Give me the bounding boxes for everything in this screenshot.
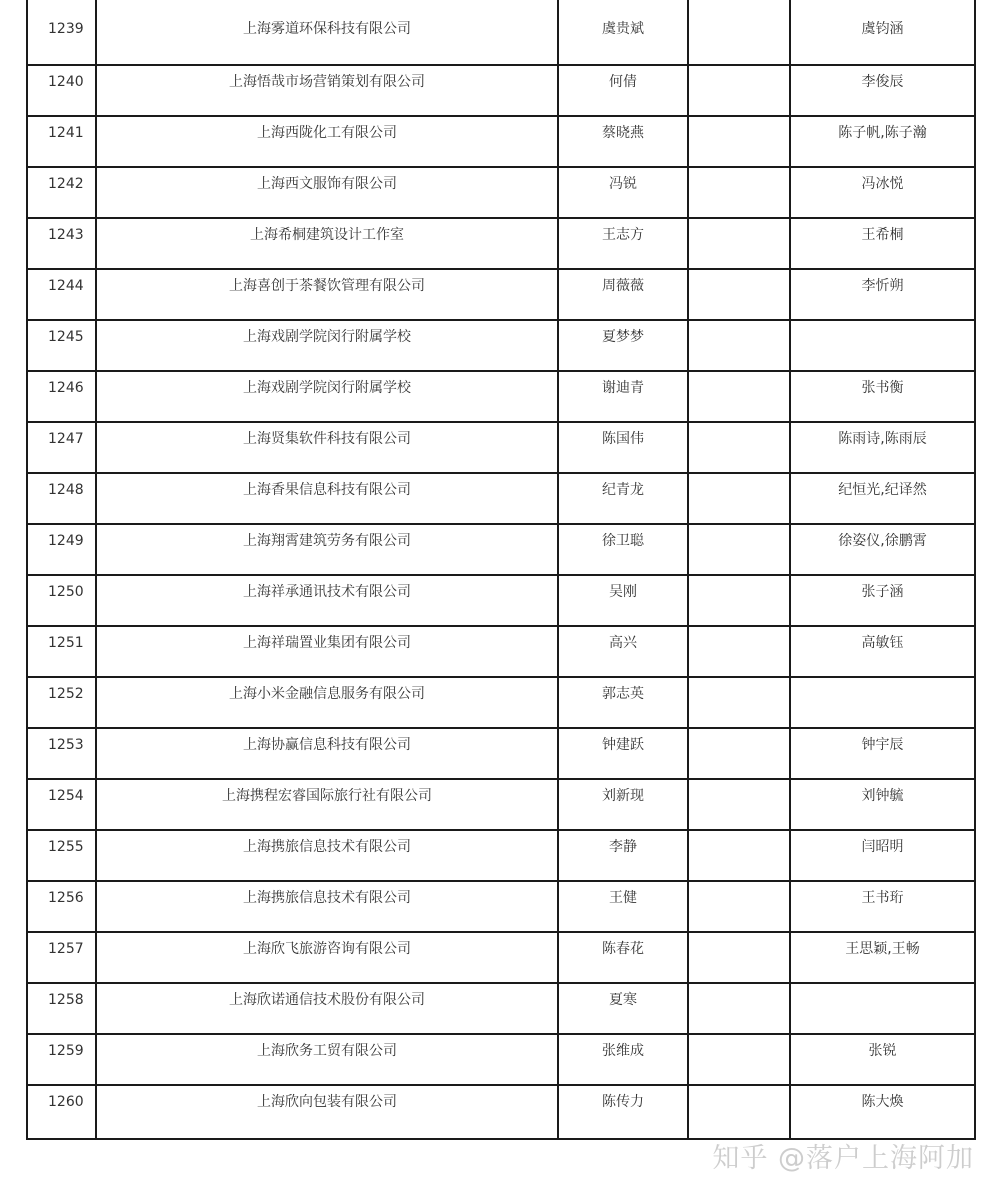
empty-value <box>689 984 789 990</box>
children-cell <box>790 0 975 65</box>
company-name: 上海祥瑞置业集团有限公司 <box>243 635 411 651</box>
roster-table-container <box>26 0 974 1140</box>
serial-number: 1247 <box>48 431 84 447</box>
serial-number-cell <box>27 473 96 524</box>
applicant-name: 冯锐 <box>609 176 637 192</box>
empty-value <box>689 729 789 735</box>
serial-number: 1254 <box>48 788 84 804</box>
company-name: 上海西文服饰有限公司 <box>257 176 397 192</box>
roster-table <box>26 0 976 1140</box>
table-row <box>27 1034 975 1085</box>
serial-number: 1250 <box>48 584 84 600</box>
serial-number: 1239 <box>48 21 84 37</box>
table-row <box>27 626 975 677</box>
company-name: 上海协赢信息科技有限公司 <box>243 737 411 753</box>
applicant-cell <box>558 983 688 1034</box>
company-cell <box>96 575 558 626</box>
children-names: 冯冰悦 <box>861 176 904 192</box>
table-row <box>27 1085 975 1139</box>
children-names: 张锐 <box>868 1043 897 1059</box>
empty-value <box>689 1086 789 1092</box>
table-row <box>27 167 975 218</box>
serial-number: 1241 <box>48 125 84 141</box>
serial-number-cell <box>27 881 96 932</box>
applicant-name: 徐卫聪 <box>602 533 644 549</box>
company-name: 上海西陇化工有限公司 <box>257 125 397 141</box>
table-row <box>27 473 975 524</box>
applicant-name: 纪青龙 <box>602 482 644 498</box>
empty-cell <box>688 0 790 65</box>
serial-number: 1240 <box>48 74 84 90</box>
empty-cell <box>688 983 790 1034</box>
serial-number-cell <box>27 1085 96 1139</box>
company-name: 上海翔霄建筑劳务有限公司 <box>243 533 411 549</box>
applicant-cell <box>558 65 688 116</box>
children-cell <box>790 932 975 983</box>
table-row <box>27 575 975 626</box>
applicant-name: 吴刚 <box>609 584 637 600</box>
serial-number: 1260 <box>48 1094 84 1110</box>
empty-value <box>689 66 789 72</box>
applicant-name: 陈传力 <box>602 1094 644 1110</box>
serial-number: 1245 <box>48 329 84 345</box>
applicant-cell <box>558 218 688 269</box>
applicant-cell <box>558 932 688 983</box>
empty-value <box>689 423 789 429</box>
applicant-name: 钟建跃 <box>602 737 644 753</box>
empty-value <box>689 576 789 582</box>
children-cell <box>790 983 975 1034</box>
empty-cell <box>688 116 790 167</box>
empty-value <box>689 372 789 378</box>
children-names <box>791 678 974 684</box>
serial-number-cell <box>27 422 96 473</box>
applicant-cell <box>558 167 688 218</box>
watermark-text: 知乎 @落户上海阿加 <box>712 1143 974 1174</box>
company-cell <box>96 1034 558 1085</box>
applicant-name: 陈春花 <box>602 941 644 957</box>
empty-cell <box>688 881 790 932</box>
company-name: 上海戏剧学院闵行附属学校 <box>243 380 411 396</box>
serial-number-cell <box>27 320 96 371</box>
serial-number: 1253 <box>48 737 84 753</box>
company-cell <box>96 779 558 830</box>
applicant-cell <box>558 0 688 65</box>
applicant-cell <box>558 473 688 524</box>
empty-cell <box>688 575 790 626</box>
company-cell <box>96 881 558 932</box>
empty-cell <box>688 473 790 524</box>
empty-value <box>689 831 789 837</box>
empty-value <box>689 933 789 939</box>
applicant-cell <box>558 728 688 779</box>
children-cell <box>790 116 975 167</box>
table-row <box>27 524 975 575</box>
table-row <box>27 677 975 728</box>
company-cell <box>96 1085 558 1139</box>
children-names: 陈子帆,陈子瀚 <box>838 125 927 141</box>
serial-number-cell <box>27 983 96 1034</box>
company-cell <box>96 0 558 65</box>
table-row <box>27 269 975 320</box>
applicant-cell <box>558 677 688 728</box>
empty-value <box>689 525 789 531</box>
table-row <box>27 728 975 779</box>
children-cell <box>790 371 975 422</box>
serial-number: 1246 <box>48 380 84 396</box>
company-name: 上海携旅信息技术有限公司 <box>243 890 411 906</box>
company-cell <box>96 473 558 524</box>
serial-number-cell <box>27 116 96 167</box>
applicant-name: 刘新现 <box>602 788 644 804</box>
children-names <box>791 321 974 327</box>
applicant-name: 谢迪青 <box>602 380 644 396</box>
company-cell <box>96 422 558 473</box>
serial-number-cell <box>27 65 96 116</box>
company-cell <box>96 65 558 116</box>
serial-number-cell <box>27 269 96 320</box>
serial-number-cell <box>27 167 96 218</box>
children-names: 李忻朔 <box>861 278 904 294</box>
company-cell <box>96 830 558 881</box>
company-name: 上海祥承通讯技术有限公司 <box>243 584 411 600</box>
applicant-name: 夏寒 <box>609 992 637 1008</box>
company-cell <box>96 116 558 167</box>
serial-number-cell <box>27 371 96 422</box>
empty-cell <box>688 779 790 830</box>
empty-cell <box>688 371 790 422</box>
company-name: 上海携程宏睿国际旅行社有限公司 <box>222 788 432 804</box>
empty-value <box>689 780 789 786</box>
applicant-cell <box>558 524 688 575</box>
children-cell <box>790 1085 975 1139</box>
applicant-name: 陈国伟 <box>602 431 644 447</box>
applicant-cell <box>558 575 688 626</box>
serial-number: 1259 <box>48 1043 84 1059</box>
serial-number-cell <box>27 524 96 575</box>
children-names: 钟宇辰 <box>861 737 904 753</box>
table-row <box>27 65 975 116</box>
company-name: 上海戏剧学院闵行附属学校 <box>243 329 411 345</box>
applicant-cell <box>558 422 688 473</box>
serial-number: 1242 <box>48 176 84 192</box>
company-name: 上海贤集软件科技有限公司 <box>243 431 411 447</box>
serial-number: 1251 <box>48 635 84 651</box>
company-name: 上海欣务工贸有限公司 <box>257 1043 397 1059</box>
children-names: 刘钟毓 <box>861 788 904 804</box>
company-cell <box>96 677 558 728</box>
serial-number-cell <box>27 1034 96 1085</box>
empty-value <box>689 1035 789 1041</box>
applicant-cell <box>558 881 688 932</box>
empty-cell <box>688 269 790 320</box>
company-name: 上海欣诺通信技术股份有限公司 <box>229 992 425 1008</box>
table-row <box>27 371 975 422</box>
company-cell <box>96 932 558 983</box>
children-names <box>791 984 974 990</box>
table-row <box>27 983 975 1034</box>
table-row <box>27 932 975 983</box>
children-names: 高敏钰 <box>861 635 904 651</box>
applicant-cell <box>558 269 688 320</box>
children-cell <box>790 881 975 932</box>
serial-number-cell <box>27 932 96 983</box>
table-row <box>27 830 975 881</box>
children-cell <box>790 218 975 269</box>
empty-value <box>689 678 789 684</box>
applicant-cell <box>558 779 688 830</box>
applicant-name: 夏梦梦 <box>602 329 644 345</box>
serial-number-cell <box>27 575 96 626</box>
children-names: 纪恒光,纪译然 <box>838 482 927 498</box>
serial-number: 1252 <box>48 686 84 702</box>
empty-value <box>689 270 789 276</box>
children-names: 徐姿仪,徐鹏霄 <box>838 533 927 549</box>
applicant-name: 王志方 <box>602 227 644 243</box>
empty-cell <box>688 218 790 269</box>
company-cell <box>96 371 558 422</box>
children-cell <box>790 779 975 830</box>
serial-number: 1257 <box>48 941 84 957</box>
children-cell <box>790 728 975 779</box>
serial-number-cell <box>27 830 96 881</box>
table-row <box>27 0 975 65</box>
applicant-cell <box>558 626 688 677</box>
table-row <box>27 320 975 371</box>
children-names: 闫昭明 <box>861 839 904 855</box>
empty-cell <box>688 626 790 677</box>
empty-value <box>689 321 789 327</box>
empty-cell <box>688 830 790 881</box>
company-name: 上海欣飞旅游咨询有限公司 <box>243 941 411 957</box>
children-names: 李俊辰 <box>861 74 904 90</box>
serial-number: 1244 <box>48 278 84 294</box>
children-cell <box>790 320 975 371</box>
empty-value <box>689 168 789 174</box>
applicant-name: 何倩 <box>609 74 637 90</box>
applicant-name: 蔡晓燕 <box>602 125 644 141</box>
roster-table-body <box>27 0 975 1139</box>
empty-cell <box>688 932 790 983</box>
company-name: 上海香果信息科技有限公司 <box>243 482 411 498</box>
serial-number: 1256 <box>48 890 84 906</box>
children-cell <box>790 524 975 575</box>
company-name: 上海雾道环保科技有限公司 <box>243 21 411 37</box>
serial-number: 1255 <box>48 839 84 855</box>
children-cell <box>790 830 975 881</box>
company-cell <box>96 524 558 575</box>
children-cell <box>790 269 975 320</box>
children-names: 陈大煥 <box>861 1094 904 1110</box>
children-cell <box>790 677 975 728</box>
children-cell <box>790 1034 975 1085</box>
empty-cell <box>688 422 790 473</box>
company-name: 上海小米金融信息服务有限公司 <box>229 686 425 702</box>
children-cell <box>790 65 975 116</box>
serial-number-cell <box>27 728 96 779</box>
serial-number-cell <box>27 779 96 830</box>
applicant-name: 郭志英 <box>602 686 644 702</box>
serial-number-cell <box>27 0 96 65</box>
applicant-name: 虞贵斌 <box>602 21 644 37</box>
children-names: 王思颖,王畅 <box>845 941 920 957</box>
applicant-name: 周薇薇 <box>602 278 644 294</box>
company-name: 上海喜创于茶餐饮管理有限公司 <box>229 278 425 294</box>
company-cell <box>96 728 558 779</box>
company-name: 上海携旅信息技术有限公司 <box>243 839 411 855</box>
serial-number-cell <box>27 218 96 269</box>
company-name: 上海欣向包装有限公司 <box>257 1094 397 1110</box>
empty-cell <box>688 728 790 779</box>
serial-number-cell <box>27 677 96 728</box>
table-row <box>27 218 975 269</box>
company-cell <box>96 983 558 1034</box>
serial-number: 1249 <box>48 533 84 549</box>
empty-cell <box>688 167 790 218</box>
applicant-cell <box>558 830 688 881</box>
table-row <box>27 422 975 473</box>
children-cell <box>790 422 975 473</box>
applicant-cell <box>558 1034 688 1085</box>
table-row <box>27 779 975 830</box>
company-name: 上海希桐建筑设计工作室 <box>250 227 404 243</box>
company-cell <box>96 167 558 218</box>
empty-cell <box>688 1085 790 1139</box>
empty-cell <box>688 524 790 575</box>
applicant-cell <box>558 116 688 167</box>
company-cell <box>96 269 558 320</box>
children-cell <box>790 575 975 626</box>
children-names: 王希桐 <box>861 227 904 243</box>
applicant-name: 高兴 <box>609 635 637 651</box>
empty-cell <box>688 65 790 116</box>
applicant-name: 李静 <box>609 839 637 855</box>
applicant-cell <box>558 1085 688 1139</box>
company-cell <box>96 218 558 269</box>
children-cell <box>790 473 975 524</box>
serial-number-cell <box>27 626 96 677</box>
children-cell <box>790 167 975 218</box>
empty-value <box>689 219 789 225</box>
serial-number: 1248 <box>48 482 84 498</box>
table-row <box>27 881 975 932</box>
company-name: 上海悟哉市场营销策划有限公司 <box>229 74 425 90</box>
empty-cell <box>688 320 790 371</box>
empty-cell <box>688 1034 790 1085</box>
children-names: 张子涵 <box>861 584 904 600</box>
children-names: 虞钧涵 <box>861 21 904 37</box>
children-names: 王书珩 <box>861 890 904 906</box>
empty-value <box>689 117 789 123</box>
children-names: 陈雨诗,陈雨辰 <box>838 431 927 447</box>
children-cell <box>790 626 975 677</box>
empty-value <box>689 627 789 633</box>
serial-number: 1243 <box>48 227 84 243</box>
empty-cell <box>688 677 790 728</box>
serial-number: 1258 <box>48 992 84 1008</box>
applicant-cell <box>558 371 688 422</box>
applicant-name: 王健 <box>609 890 637 906</box>
company-cell <box>96 320 558 371</box>
applicant-cell <box>558 320 688 371</box>
applicant-name: 张维成 <box>602 1043 644 1059</box>
empty-value <box>689 0 789 19</box>
empty-value <box>689 474 789 480</box>
company-cell <box>96 626 558 677</box>
empty-value <box>689 882 789 888</box>
children-names: 张书衡 <box>861 380 904 396</box>
table-row <box>27 116 975 167</box>
